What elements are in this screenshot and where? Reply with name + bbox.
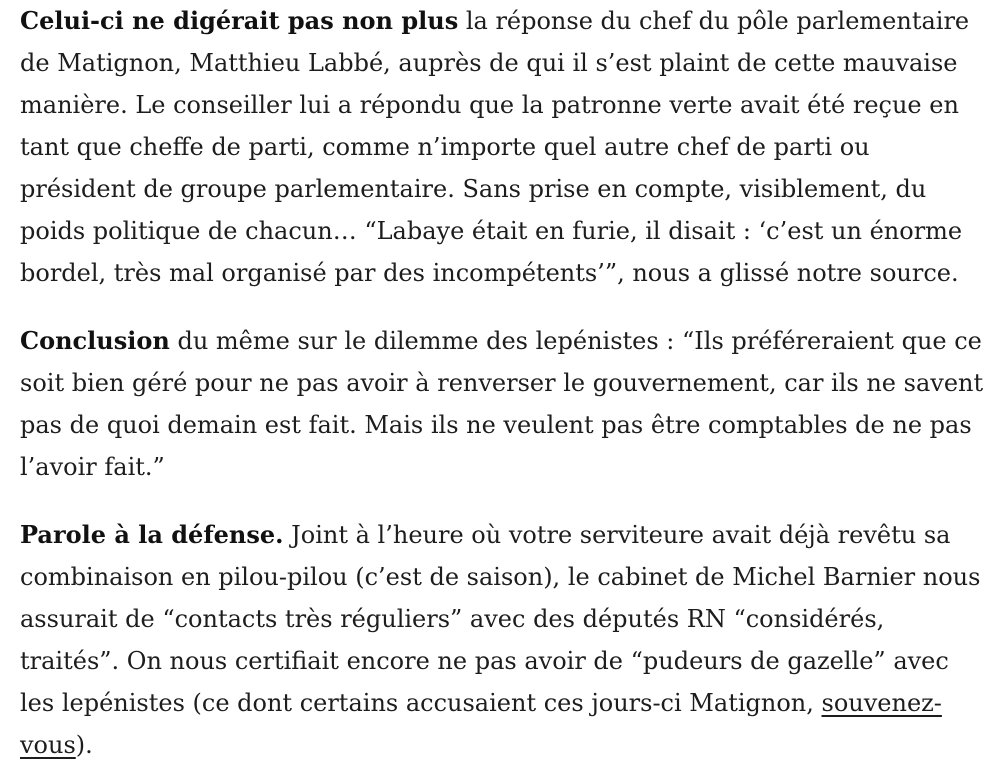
article-body xyxy=(20,0,985,766)
paragraph xyxy=(20,320,985,488)
souvenez-vous-link[interactable]: souvenez-vous xyxy=(20,689,942,759)
paragraph-lead: Conclusion xyxy=(20,326,170,355)
paragraph-tail: ). xyxy=(75,731,93,759)
paragraph-text: la réponse du chef du pôle parlementaire de Matignon, Matthieu Labbé, auprès de qui il s’est plaint de cette mauvaise manière. Le conseiller lui a répondu que la patronne verte avait été reçue en tant que cheffe de parti, comme n’importe quel autre chef de parti ou président de groupe parlementaire. Sans prise en compte, visiblement, du poids politique de chacun… “Labaye était en furie, il disait : ‘c’est un énorme bordel, très mal organisé par des incompétents’”, nous a glissé notre source. xyxy=(20,7,970,287)
paragraph-lead: Celui-ci ne digérait pas non plus xyxy=(20,6,459,35)
paragraph xyxy=(20,0,985,294)
paragraph-text: Joint à l’heure où votre serviteure avait déjà revêtu sa combinaison en pilou-pilou (c’est de saison), le cabinet de Michel Barnier nous assurait de “contacts très réguliers” avec des députés RN “considérés, traités”. On nous certifiait encore ne pas avoir de “pudeurs de gazelle” avec les lepénistes (ce dont certains accusaient ces jours-ci Matignon, xyxy=(20,521,981,717)
paragraph-text: du même sur le dilemme des lepénistes : “Ils préféreraient que ce soit bien géré pour ne pas avoir à renverser le gouvernement, car ils ne savent pas de quoi demain est fait. Mais ils ne veulent pas être comptables de ne pas l’avoir fait.” xyxy=(20,327,984,481)
paragraph-lead: Parole à la défense. xyxy=(20,520,284,549)
paragraph xyxy=(20,514,985,766)
